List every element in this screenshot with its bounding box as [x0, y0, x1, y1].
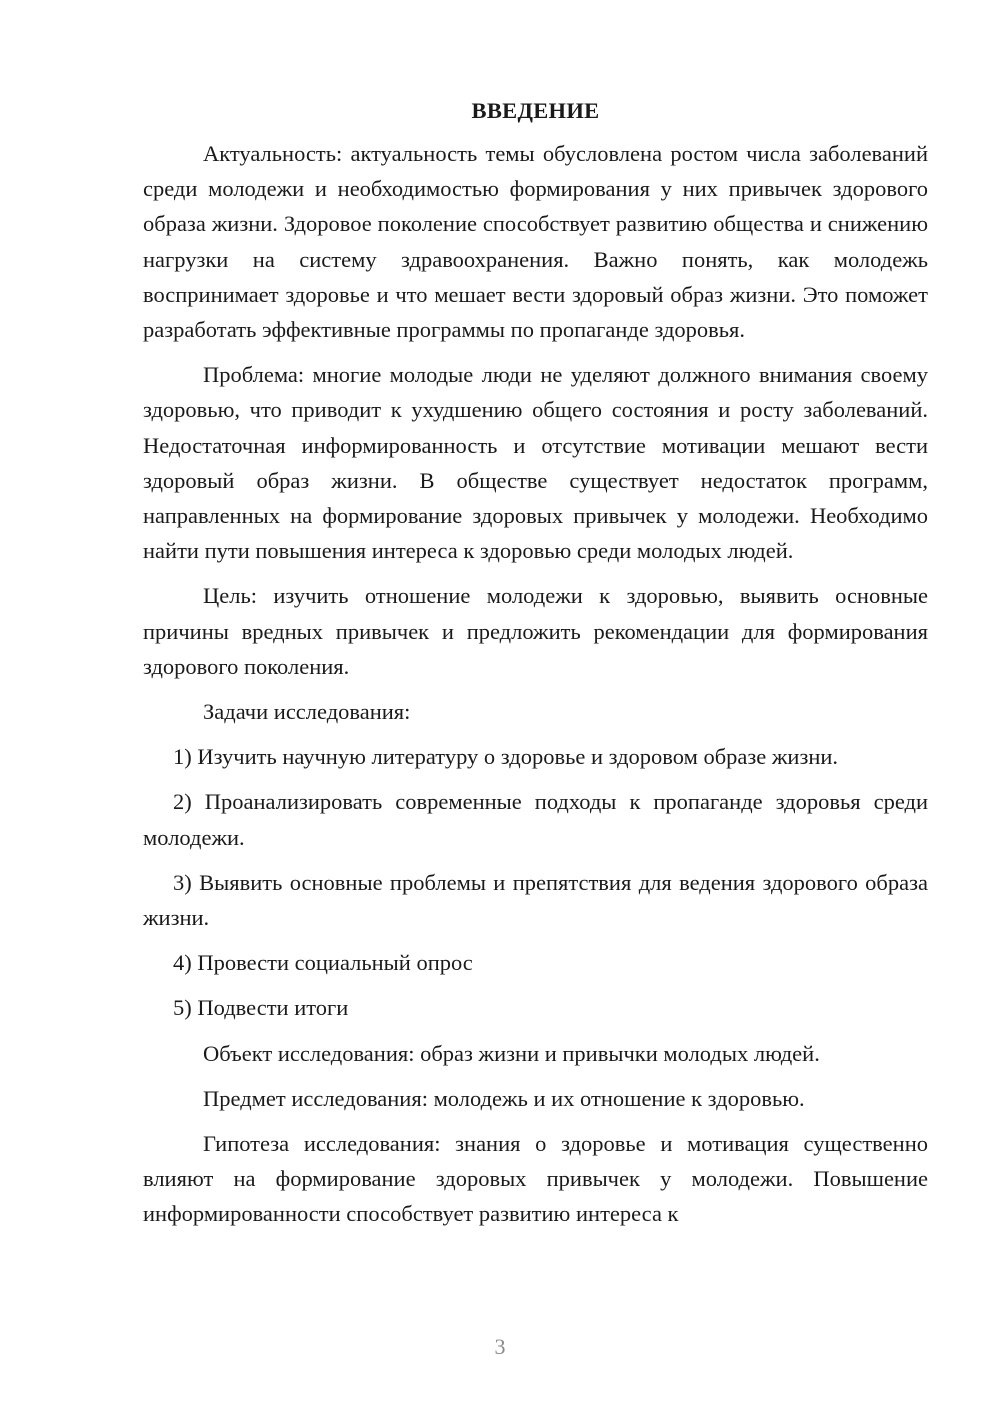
tasks-heading: Задачи исследования:	[203, 699, 411, 725]
paragraph-problem: Проблема: многие молодые люди не уделяют должного внимания своему здоровью, что приводит к ухудшению общего состояния и росту заболеваний. Недостаточная информированность и отсутствие мотивации мешают вести здоровый образ жизни. В обществе существует недостаток программ, направленных на формирование здоровых привычек у молодежи. Необходимо найти пути повышения интереса к здоровью среди молодых людей.	[143, 362, 928, 564]
task-item-2: 2) Проанализировать современные подходы к пропаганде здоровья среди молодежи.	[143, 789, 928, 850]
paragraph-subject: Предмет исследования: молодежь и их отношение к здоровью.	[203, 1085, 805, 1111]
task-item-5: 5) Подвести итоги	[173, 995, 349, 1021]
paragraph-relevance: Актуальность: актуальность темы обусловлена ростом числа заболеваний среди молодежи и необходимостью формирования у них привычек здорового образа жизни. Здоровое поколение способствует развитию общества и снижению нагрузки на систему здравоохранения. Важно понять, как молодежь воспринимает здоровье и что мешает вести здоровый образ жизни. Это поможет разработать эффективные программы по пропаганде здоровья.	[143, 141, 928, 343]
task-item-4: 4) Провести социальный опрос	[173, 950, 473, 976]
page-number: 3	[494, 1334, 506, 1359]
task-item-1: 1) Изучить научную литературу о здоровье и здоровом образе жизни.	[173, 744, 839, 770]
paragraph-object: Объект исследования: образ жизни и привычки молодых людей.	[203, 1040, 820, 1066]
paragraph-hypothesis: Гипотеза исследования: знания о здоровье и мотивация существенно влияют на формирование здоровых привычек у молодежи. Повышение информированности способствует развитию интереса к	[143, 1131, 928, 1227]
page-title: ВВЕДЕНИЕ	[471, 98, 600, 123]
page-content	[143, 96, 928, 1242]
paragraph-goal: Цель: изучить отношение молодежи к здоровью, выявить основные причины вредных привычек и предложить рекомендации для формирования здорового поколения.	[143, 583, 928, 679]
task-item-3: 3) Выявить основные проблемы и препятствия для ведения здорового образа жизни.	[143, 869, 928, 931]
